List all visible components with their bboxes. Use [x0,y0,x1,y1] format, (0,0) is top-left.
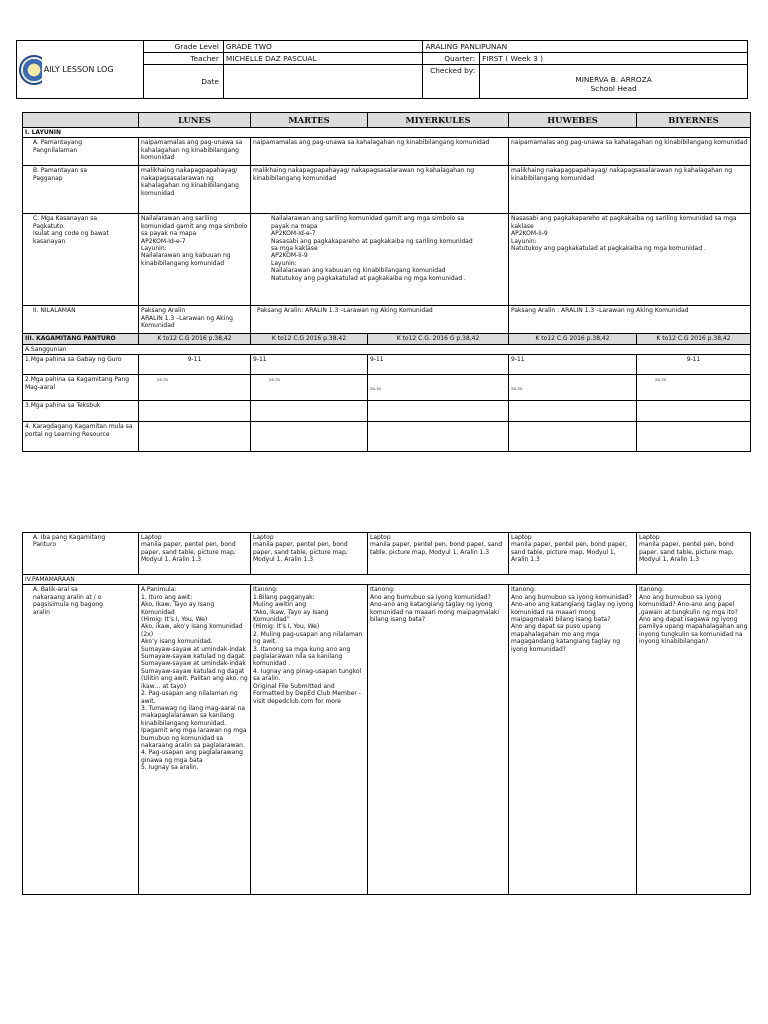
row-label-balik-aral: A. Balik-aral sa nakaraang aralin at / o pagsisimula ng bagong aralin [23,585,139,895]
row-label-pamantayan-sa-pagganap: B. Pamantayan sa Pagganap [23,166,139,214]
header-table [16,40,748,99]
checked-by-label: Checked by: [423,65,480,99]
competency-huwebes-biyernes: Nasasabi ang pagkakapareho at pagkakaiba ng sariling komunidad sa mga kaklase AP2KOM-Ii-9 Layunin: Natutukoy ang pagkakatulad at pagkakaiba ng mga komunidad . [509,214,751,306]
procedure-lunes: A.Panimula: 1. Ituro ang awit: Ako, Ikaw, Tayo ay Isang Komunidad (Himig: It’s I, You, We) Ako, ikaw, ako’y isang komunidad (2x) Ako’y isang komunidad. Sumayaw-sayaw at umindak-indak Sumayaw-sayaw katulad ng dagat Sumayaw-sayaw at umindak-indak Sumayaw-sayaw katulad ng dagat (Ulitin ang awit. Palitan ang ako, ng ikaw… at tayo) 2. Pag-usapan ang nilalaman ng awit. 3. Tumawag ng ilang mag-aaral na makapaglalarawan sa kanilang kinabibilangang komunidad. Ipagamit ang mga larawan ng mga bumubuo ng komunidad sa nakaraang aralin sa paglalarawan. 4. Pag-usapan ang paglalarawang ginawa ng mga bata 5. Iugnay sa aralin. [139,585,251,895]
topic-martes-miyerkules: Paksang Aralin: ARALIN 1.3 –Larawan ng Aking Komunidad [251,306,509,334]
performance-standard-huwebes-biyernes: malikhaing nakapagpapahayag/ nakapagsasalarawan ng kahalagahan ng kinabibilangang komunidad [509,166,751,214]
textbook-miyerkules [368,401,509,422]
school-head-title: School Head [590,84,637,93]
cg-martes: K to12 C.G 2016 p.38,42 [251,334,368,344]
content-standard-huwebes-biyernes: naipamamalas ang pag-unawa sa kahalagahan ng kinabibilangang komunidad [509,138,751,166]
other-materials-miyerkules: Laptop manila paper, pentel pen, bond paper, sand table, picture map, Modyul 1, Aralin 1.3 [368,533,509,575]
lesson-log-title: AILY LESSON LOG [42,41,144,99]
cg-lunes: K to12 C.G 2016 p.38,42 [139,334,251,344]
textbook-lunes [139,401,251,422]
procedure-miyerkules: Itanong: Ano ang bumubuo sa iyong komunidad? Ano-ano ang katangiang taglay ng iyong komunidad na maaari mong maipagmalaki bilang isang bata? [368,585,509,895]
other-materials-martes: Laptop manila paper, pentel pen, bond paper, sand table, picture map, Modyul 1, Aralin 1.3 [251,533,368,575]
guide-pages-lunes: 9-11 [139,355,251,375]
performance-standard-martes-miyerkules: malikhaing nakapagpapahayag/ nakapagsasalarawan ng kahalagahan ng kinabibilangang komunidad [251,166,509,214]
procedure-biyernes: Itanong: Ano ang bumubuo sa iyong komunidad? Ano-ano ang papel ,gawain at tungkulin ng mga ito? Ano ang dapat isagawa ng iyong pamilya upang mapahalagahan ang inyong tungkulin sa komunidad na inyong kinabibilangan? [637,585,751,895]
row-label-iba-pang-kagamitan: A. Iba pang Kagamitang Panturo [23,533,139,575]
row-label-nilalaman: II. NILALAMAN [23,306,139,334]
quarter-label: Quarter: [423,53,480,65]
cg-miyerkules: K to12 C.G. 2016 G p.38,42 [368,334,509,344]
row-label-pamantayang-pangnilalaman: A. Pamantayang Pangnilalaman [23,138,139,166]
row-label-teksbuk: 3.Mga pahina sa Teksbuk [23,401,139,422]
topic-huwebes-biyernes: Paksang Aralin : ARALIN 1.3 –Larawan ng Aking Komunidad [509,306,751,334]
section-layunin: I. LAYUNIN [23,128,751,138]
learner-pages-martes: 26-30 [269,377,281,383]
competency-lunes: Nailalarawan ang sariling komunidad gamit ang mga simbolo sa payak na mapa AP2KOM-Id-e-7 Layunin: Nailalarawan ang kabuuan ng kinabibilangang komunidad [139,214,251,306]
deped-seal-cell [17,41,42,99]
other-materials-biyernes: Laptop manila paper, pentel pen, bond paper, sand table, picture map, Modyul 1, Aralin 1.3 [637,533,751,575]
lr-portal-lunes [139,422,251,452]
section-pamamaraan: IV.PAMAMARAAN [23,575,751,585]
row-label-kagamitang-pang-mag-aaral: 2.Mga pahina sa Kagamitang Pang Mag-aaral [23,375,139,401]
lr-portal-huwebes [509,422,637,452]
learner-pages-lunes: 26-30 [157,377,169,383]
guide-pages-huwebes: 9-11 [509,355,637,375]
cg-huwebes: K to12 C.G 2016 p.38,42 [509,334,637,344]
lr-portal-martes [251,422,368,452]
teacher-label: Teacher [144,53,224,65]
content-standard-martes-miyerkules: naipamamalas ang pag-unawa sa kahalagahan ng kinabibilangang komunidad [251,138,509,166]
row-label-mga-kasanayan: C. Mga Kasanayan sa Pagkatuto. Isulat ang code ng bawat kasanayan [23,214,139,306]
performance-standard-lunes: malikhaing nakapagpapahayag/ nakapagsasalarawan ng kahalagahan ng kinabibilangang komunidad [139,166,251,214]
procedure-table [22,532,751,895]
day-header-huwebes: HUWEBES [509,113,637,128]
topic-lunes: Paksang Aralin ARALIN 1.3 –Larawan ng Aking Komunidad [139,306,251,334]
procedure-huwebes: Itanong: Ano ang bumubuo sa iyong komunidad? Ano-ano ang katangiang taglay ng iyong komunidad na maaari mong maipagmalaki bilang isang bata? Ano ang dapat sa puso upang mapahalagahan mo ang mga magagandang katangiang taglay ng iyong komunidad? [509,585,637,895]
lesson-plan-table [22,112,751,452]
learner-pages-biyernes: 26-30 [655,377,667,383]
date-label: Date [144,65,224,99]
row-label-kagamitang-panturo: III. KAGAMITANG PANTURO [23,334,139,344]
row-label-gabay-ng-guro: 1.Mga pahina sa Gabay ng Guro [23,355,139,375]
lr-portal-biyernes [637,422,751,452]
competency-martes-miyerkules: Nailalarawan ang sariling komunidad gamit ang mga simbolo sa payak na mapa AP2KOM-Id-e-7 Nasasabi ang pagkakapareho at pagkakaiba ng sariling komunidad sa mga kaklase AP2KOM-Ii-9 Layunin: Nailalarawan ang kabuuan ng kinabibilangang komunidad Natutukoy ang pagkakatulad at pagkakaiba ng mga komunidad . [251,214,509,306]
quarter-value: FIRST ( Week 3 ) [480,53,748,65]
day-header-biyernes: BIYERNES [637,113,751,128]
cg-biyernes: K to12 C.G 2016 p.38,42 [637,334,751,344]
guide-pages-martes: 9-11 [251,355,368,375]
teacher-value: MICHELLE DAZ PASCUAL [223,53,423,65]
textbook-huwebes [509,401,637,422]
learner-pages-huwebes: 26-30 [511,386,523,392]
content-standard-lunes: naipamamalas ang pag-unawa sa kahalagahan ng kinabibilangang komunidad [139,138,251,166]
date-value [223,65,423,99]
day-header-lunes: LUNES [139,113,251,128]
deped-seal-icon [19,55,42,85]
day-header-miyerkules: MIYERKULES [368,113,509,128]
lr-portal-miyerkules [368,422,509,452]
textbook-martes [251,401,368,422]
day-header-martes: MARTES [251,113,368,128]
grade-level-label: Grade Level [144,41,224,53]
subject-value: ARALING PANLIPUNAN [423,41,748,53]
other-materials-huwebes: Laptop manila paper, pentel pen, bond paper, sand table, picture map, Modyul 1, Aralin 1.3 [509,533,637,575]
procedure-martes: Itanong: 1.Bilang pagganyak: Muling awitin ang “Ako, Ikaw, Tayo ay Isang Komunidad” (Himig: It’s I, You, We) 2. Muling pag-usapan ang nilalaman ng awit. 3. Itanong sa mga kung ano ang paglalarawan nila sa kanilang komunidad . 4. Iugnay ang pinag-usapan tungkol sa aralin. Original File Submitted and Formatted by DepEd Club Member - visit depedclub.com for more [251,585,368,895]
guide-pages-miyerkules: 9-11 [368,355,509,375]
grade-level-value: GRADE TWO [223,41,423,53]
other-materials-lunes: Laptop manila paper, pentel pen, bond paper, sand table, picture map, Modyul 1, Aralin 1.3 [139,533,251,575]
section-sanggunian: A.Sanggunian [23,344,751,354]
school-head-cell [480,65,748,99]
guide-pages-biyernes: 9-11 [637,355,751,375]
school-head-name: MINERVA B. ARROZA [575,75,652,84]
row-label-karagdagang-kagamitan: 4. Karagdagang Kagamitan mula sa portal ng Learning Resource [23,422,139,452]
learner-pages-miyerkules: 26-30 [370,386,382,392]
textbook-biyernes [637,401,751,422]
corner-header [23,113,139,128]
